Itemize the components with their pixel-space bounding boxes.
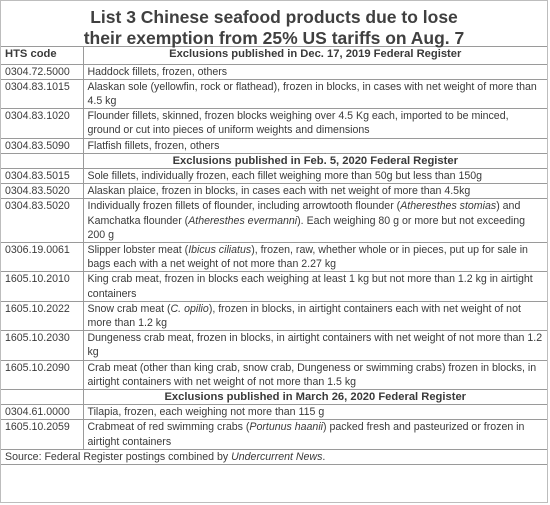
section-row-mar-2020	[1, 389, 547, 404]
description-cell: Crabmeat of red swimming crabs (Portunus haanii) packed fresh and pasteurized or frozen in airtight containers	[83, 420, 547, 449]
exemption-table	[1, 47, 547, 465]
hts-code-cell: 0304.83.5090	[1, 138, 83, 153]
table-row	[1, 138, 547, 153]
description-cell: Alaskan sole (yellowfin, rock or flathead), frozen in blocks, in cases with net weight of more than 4.5 kg	[83, 79, 547, 108]
description-cell: Haddock fillets, frozen, others	[83, 64, 547, 79]
table-title	[1, 1, 547, 47]
hts-code-cell: 0304.83.1015	[1, 79, 83, 108]
table-row	[1, 184, 547, 199]
hts-code-cell: 0304.72.5000	[1, 64, 83, 79]
table-row	[1, 331, 547, 360]
description-cell: Alaskan plaice, frozen in blocks, in cases each with net weight of more than 4.5kg	[83, 184, 547, 199]
table-row	[1, 199, 547, 243]
table-row	[1, 109, 547, 138]
hts-code-cell: 0306.19.0061	[1, 242, 83, 271]
table-row	[1, 168, 547, 183]
section-header-dec-2019: Exclusions published in Dec. 17, 2019 Federal Register	[83, 47, 547, 64]
description-cell: Flounder fillets, skinned, frozen blocks weighing over 4.5 Kg each, imported to be minced, ground or cut into pieces of uniform weights and dimensions	[83, 109, 547, 138]
table-row	[1, 242, 547, 271]
section-header-feb-2020: Exclusions published in Feb. 5, 2020 Federal Register	[83, 153, 547, 168]
source-row	[1, 449, 547, 464]
hts-code-cell: 1605.10.2010	[1, 272, 83, 301]
hts-code-cell: 0304.83.1020	[1, 109, 83, 138]
description-cell: Slipper lobster meat (Ibicus ciliatus), frozen, raw, whether whole or in pieces, put up for sale in bags each with a net weight of not more than 2.27 kg	[83, 242, 547, 271]
hts-code-cell: 0304.83.5020	[1, 199, 83, 243]
description-cell: Individually frozen fillets of flounder, including arrowtooth flounder (Atheresthes stomias) and Kamchatka flounder (Atheresthes evermanni). Each weighing 80 g or more but not exceeding 200 g	[83, 199, 547, 243]
table-row	[1, 79, 547, 108]
table-row	[1, 405, 547, 420]
hts-code-cell: 1605.10.2030	[1, 331, 83, 360]
hts-code-cell: 1605.10.2022	[1, 301, 83, 330]
description-cell: Tilapia, frozen, each weighing not more than 115 g	[83, 405, 547, 420]
table-row	[1, 420, 547, 449]
hts-code-cell: 0304.61.0000	[1, 405, 83, 420]
source-note: Source: Federal Register postings combined by Undercurrent News.	[1, 449, 547, 464]
table-row	[1, 272, 547, 301]
hts-code-cell: 1605.10.2090	[1, 360, 83, 389]
title-line-1: List 3 Chinese seafood products due to lose	[90, 7, 458, 27]
section-row-feb-2020	[1, 153, 547, 168]
description-cell: Flatfish fillets, frozen, others	[83, 138, 547, 153]
description-cell: Crab meat (other than king crab, snow crab, Dungeness or swimming crabs) frozen in blocks, in airtight containers with net weight of not more than 1.5 kg	[83, 360, 547, 389]
column-header-hts-code: HTS code	[1, 47, 83, 64]
title-line-2: their exemption from 25% US tariffs on Aug. 7	[83, 28, 465, 48]
table-row	[1, 360, 547, 389]
description-cell: King crab meat, frozen in blocks each weighing at least 1 kg but not more than 1.2 kg in airtight containers	[83, 272, 547, 301]
hts-code-cell: 0304.83.5020	[1, 184, 83, 199]
section-header-mar-2020: Exclusions published in March 26, 2020 Federal Register	[83, 389, 547, 404]
table-row	[1, 301, 547, 330]
description-cell: Dungeness crab meat, frozen in blocks, in airtight containers with net weight of not more than 1.2 kg	[83, 331, 547, 360]
hts-code-cell: 0304.83.5015	[1, 168, 83, 183]
description-cell: Snow crab meat (C. opilio), frozen in blocks, in airtight containers each with net weight of not more than 1.2 kg	[83, 301, 547, 330]
description-cell: Sole fillets, individually frozen, each fillet weighing more than 50g but less than 150g	[83, 168, 547, 183]
table-row	[1, 64, 547, 79]
hts-code-cell: 1605.10.2059	[1, 420, 83, 449]
